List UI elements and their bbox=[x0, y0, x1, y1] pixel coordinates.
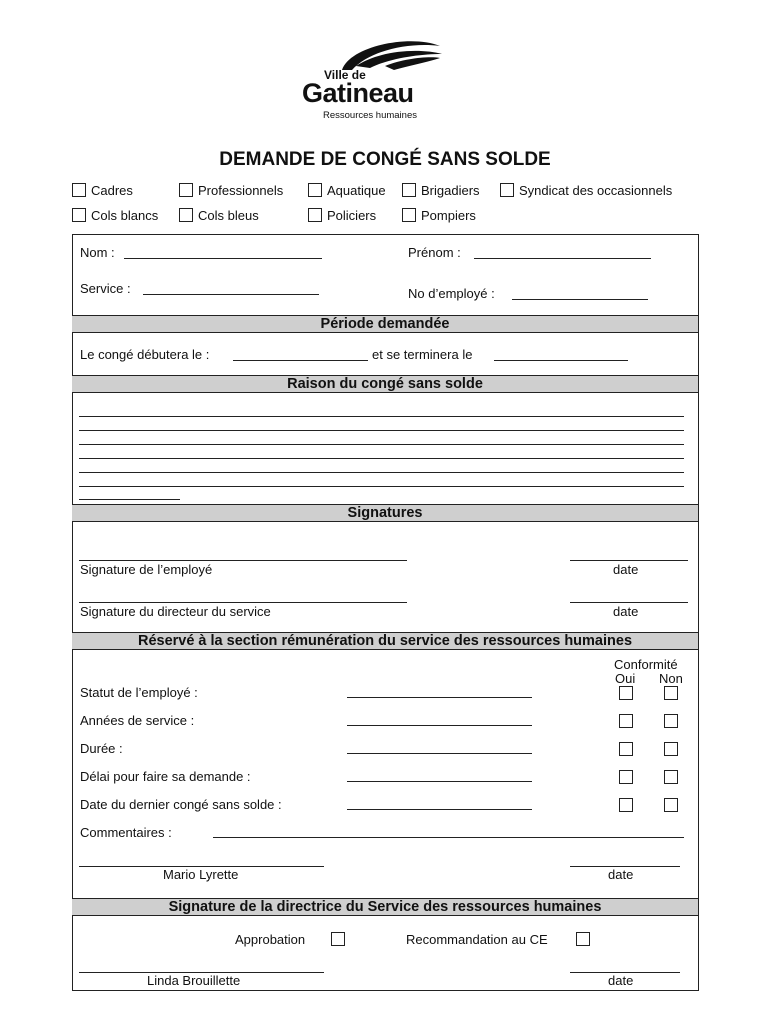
raison-line[interactable] bbox=[79, 416, 684, 417]
checkbox-syndicat-occasionnels[interactable] bbox=[500, 183, 514, 197]
logo-name: Gatineau bbox=[302, 78, 414, 108]
checkbox-label: Cols blancs bbox=[91, 208, 159, 223]
raison-line[interactable] bbox=[79, 472, 684, 473]
section-header-raison: Raison du congé sans solde bbox=[72, 375, 698, 393]
delai-label: Délai pour faire sa demande : bbox=[80, 769, 251, 784]
oui-label: Oui bbox=[615, 671, 636, 686]
checkbox-label: Syndicat des occasionnels bbox=[519, 183, 673, 198]
logo-dept: Ressources humaines bbox=[323, 110, 417, 121]
checkbox-brigadiers[interactable] bbox=[402, 183, 416, 197]
checkbox-label: Cols bleus bbox=[198, 208, 259, 223]
checkbox-cadres[interactable] bbox=[72, 183, 86, 197]
raison-line[interactable] bbox=[79, 458, 684, 459]
fin-field[interactable] bbox=[494, 360, 628, 361]
no-employe-label: No d’employé : bbox=[408, 286, 495, 301]
raison-line[interactable] bbox=[79, 444, 684, 445]
recommandation-checkbox[interactable] bbox=[576, 932, 590, 946]
annees-oui-checkbox[interactable] bbox=[619, 714, 633, 728]
fin-label: et se terminera le bbox=[372, 347, 473, 362]
no-employe-field[interactable] bbox=[512, 299, 648, 300]
dernier-conge-oui-checkbox[interactable] bbox=[619, 798, 633, 812]
conformite-label: Conformité bbox=[614, 657, 678, 672]
commentaires-field[interactable] bbox=[213, 837, 684, 838]
checkbox-cols-bleus[interactable] bbox=[179, 208, 193, 222]
signature-directeur-field[interactable] bbox=[79, 602, 407, 603]
annees-non-checkbox[interactable] bbox=[664, 714, 678, 728]
signer-name: Mario Lyrette bbox=[163, 867, 239, 882]
signature-employe-field[interactable] bbox=[79, 560, 407, 561]
date-label: date bbox=[613, 562, 639, 577]
statut-label: Statut de l’employé : bbox=[80, 685, 198, 700]
recommandation-label: Recommandation au CE bbox=[406, 932, 548, 947]
section-header-directrice: Signature de la directrice du Service des ressources humaines bbox=[72, 898, 698, 916]
checkbox-label: Cadres bbox=[91, 183, 133, 198]
checkbox-label: Brigadiers bbox=[421, 183, 480, 198]
delai-non-checkbox[interactable] bbox=[664, 770, 678, 784]
date-directeur-field[interactable] bbox=[570, 602, 688, 603]
section-header-periode: Période demandée bbox=[72, 315, 698, 333]
statut-oui-checkbox[interactable] bbox=[619, 686, 633, 700]
duree-non-checkbox[interactable] bbox=[664, 742, 678, 756]
debut-field[interactable] bbox=[233, 360, 368, 361]
duree-oui-checkbox[interactable] bbox=[619, 742, 633, 756]
raison-line[interactable] bbox=[79, 430, 684, 431]
signature-directeur-label: Signature du directeur du service bbox=[80, 604, 271, 619]
prenom-label: Prénom : bbox=[408, 245, 461, 260]
prenom-field[interactable] bbox=[474, 258, 651, 259]
checkbox-label: Professionnels bbox=[198, 183, 284, 198]
delai-oui-checkbox[interactable] bbox=[619, 770, 633, 784]
delai-field[interactable] bbox=[347, 781, 532, 782]
service-field[interactable] bbox=[143, 294, 319, 295]
service-label: Service : bbox=[80, 281, 131, 296]
duree-field[interactable] bbox=[347, 753, 532, 754]
dernier-conge-label: Date du dernier congé sans solde : bbox=[80, 797, 282, 812]
date-label: date bbox=[613, 604, 639, 619]
date-employe-field[interactable] bbox=[570, 560, 688, 561]
commentaires-label: Commentaires : bbox=[80, 825, 172, 840]
checkbox-pompiers[interactable] bbox=[402, 208, 416, 222]
approbation-checkbox[interactable] bbox=[331, 932, 345, 946]
date-label: date bbox=[608, 867, 634, 882]
signature-employe-label: Signature de l’employé bbox=[80, 562, 213, 577]
annees-label: Années de service : bbox=[80, 713, 195, 728]
logo-prefix: Ville de bbox=[324, 68, 366, 82]
annees-field[interactable] bbox=[347, 725, 532, 726]
dernier-conge-non-checkbox[interactable] bbox=[664, 798, 678, 812]
dernier-conge-field[interactable] bbox=[347, 809, 532, 810]
nom-field[interactable] bbox=[124, 258, 322, 259]
checkbox-label: Policiers bbox=[327, 208, 377, 223]
checkbox-policiers[interactable] bbox=[308, 208, 322, 222]
page-title: DEMANDE DE CONGÉ SANS SOLDE bbox=[219, 149, 551, 170]
section-header-signatures: Signatures bbox=[72, 504, 698, 522]
checkbox-label: Aquatique bbox=[327, 183, 386, 198]
debut-label: Le congé débutera le : bbox=[80, 347, 210, 362]
date-label: date bbox=[608, 973, 634, 988]
checkbox-professionnels[interactable] bbox=[179, 183, 193, 197]
signer-name: Linda Brouillette bbox=[147, 973, 241, 988]
nom-label: Nom : bbox=[80, 245, 115, 260]
non-label: Non bbox=[659, 671, 683, 686]
checkbox-label: Pompiers bbox=[421, 208, 476, 223]
raison-line[interactable] bbox=[79, 499, 180, 500]
duree-label: Durée : bbox=[80, 741, 123, 756]
raison-line[interactable] bbox=[79, 486, 684, 487]
logo bbox=[290, 36, 480, 126]
statut-non-checkbox[interactable] bbox=[664, 686, 678, 700]
checkbox-aquatique[interactable] bbox=[308, 183, 322, 197]
statut-field[interactable] bbox=[347, 697, 532, 698]
approbation-label: Approbation bbox=[235, 932, 306, 947]
section-header-remuneration: Réservé à la section rémunération du service des ressources humaines bbox=[72, 632, 698, 650]
checkbox-cols-blancs[interactable] bbox=[72, 208, 86, 222]
